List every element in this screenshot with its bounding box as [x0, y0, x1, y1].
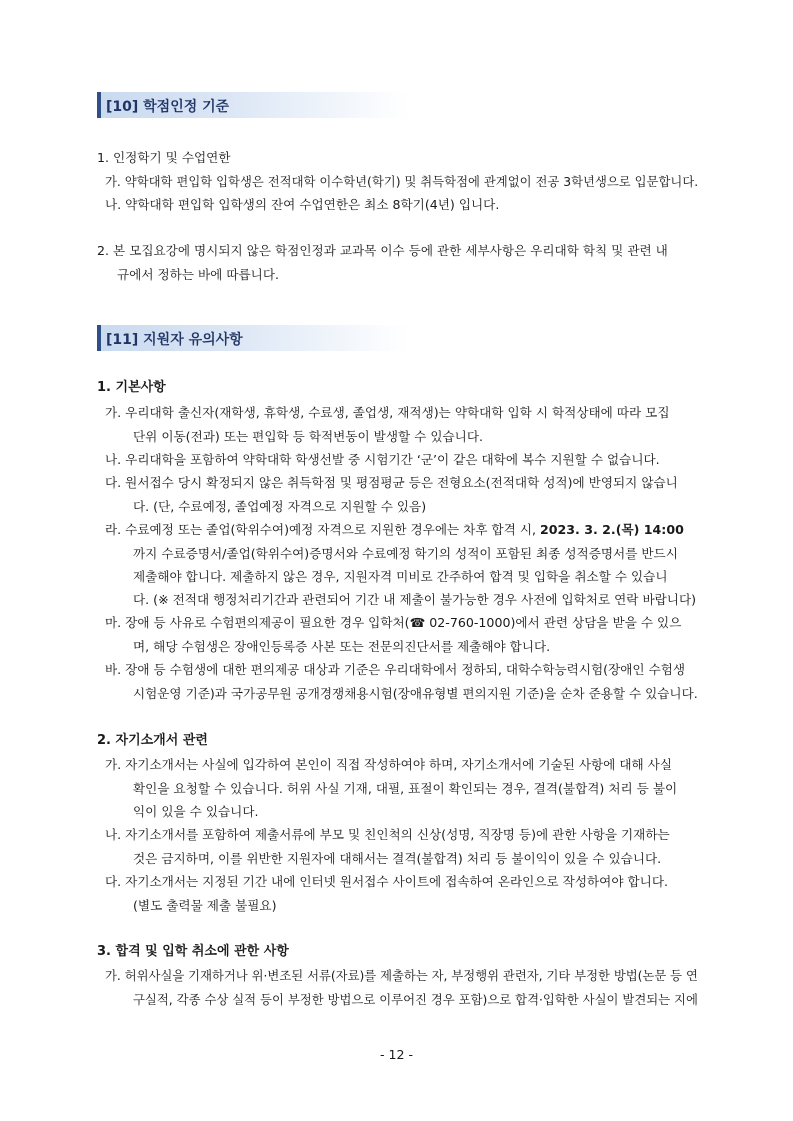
item-text: 가. 약학대학 편입학 입학생은 전적대학 이수학년(학기) 및 취득학점에 관계없이 전공 3학년생으로 입문합니다.: [105, 174, 699, 189]
subsection-heading: 3. 합격 및 입학 취소에 관한 사항: [97, 944, 289, 959]
item-text: 가. 우리대학 출신자(재학생, 휴학생, 수료생, 졸업생, 재적생)는 약학대학 입학 시 학적상태에 따라 모집: [105, 405, 670, 420]
item-text: 바. 장애 등 수험생에 대한 편의제공 대상과 기준은 우리대학에서 정하되, 대학수학능력시험(장애인 수험생: [105, 662, 686, 677]
item-text: 나. 자기소개서를 포함하여 제출서류에 부모 및 친인척의 신상(성명, 직장명 등)에 관한 사항을 기재하는: [105, 827, 670, 842]
section-header-11: [97, 325, 409, 351]
deadline-date: 2023. 3. 2.(목) 14:00: [540, 522, 684, 537]
subsection-heading: 2. 자기소개서 관련: [97, 733, 208, 748]
section-title: [11] 지원자 유의사항: [106, 332, 243, 348]
item-text: 단위 이동(전과) 또는 편입학 등 학적변동이 발생할 수 있습니다.: [133, 429, 483, 444]
section-header-10: [97, 92, 409, 118]
page-number: - 12 -: [379, 1047, 414, 1062]
item-text: 2. 본 모집요강에 명시되지 않은 학점인정과 교과목 이수 등에 관한 세부사항은 우리대학 학칙 및 관련 내: [97, 243, 668, 258]
item-text: 나. 약학대학 편입학 입학생의 잔여 수업연한은 최소 8학기(4년) 입니다.: [105, 197, 500, 212]
item-text: 가. 허위사실을 기재하거나 위·변조된 서류(자료)를 제출하는 자, 부정행위 관련자, 기타 부정한 방법(논문 등 연: [105, 968, 698, 983]
item-text: 시험운영 기준)과 국가공무원 공개경쟁채용시험(장애유형별 편의지원 기준)을 순차 준용할 수 있습니다.: [133, 686, 698, 701]
item-text: 다. (단, 수료예정, 졸업예정 자격으로 지원할 수 있음): [133, 499, 427, 514]
item-text: 확인을 요청할 수 있습니다. 허위 사실 기재, 대필, 표절이 확인되는 경우, 결격(불합격) 처리 등 불이: [133, 781, 678, 796]
item-text: 구실적, 각종 수상 실적 등이 부정한 방법으로 이루어진 경우 포함)으로 합격·입학한 사실이 발견되는 지에: [133, 992, 698, 1007]
item-text: 익이 있을 수 있습니다.: [133, 804, 259, 819]
item-heading: 1. 인정학기 및 수업연한: [97, 150, 231, 165]
item-text: 규에서 정하는 바에 따릅니다.: [117, 267, 279, 282]
item-text: 것은 금지하며, 이를 위반한 지원자에 대해서는 결격(불합격) 처리 등 불이익이 있을 수 있습니다.: [133, 851, 662, 866]
item-text: 다. 원서접수 당시 확정되지 않은 취득학점 및 평점평균 등은 전형요소(전적대학 성적)에 반영되지 않습니: [105, 475, 678, 490]
section-title: [10] 학점인정 기준: [106, 99, 230, 115]
item-text: 까지 수료증명서/졸업(학위수여)증명서와 수료예정 학기의 성적이 포함된 최종 성적증명서를 반드시: [133, 546, 678, 561]
item-text: 나. 우리대학을 포함하여 약학대학 학생선발 중 시험기간 ‘군’이 같은 대학에 복수 지원할 수 없습니다.: [105, 452, 660, 467]
item-text: 가. 자기소개서는 사실에 입각하여 본인이 직접 작성하여야 하며, 자기소개서에 기술된 사항에 대해 사실: [105, 757, 672, 772]
item-text: 다. (※ 전적대 행정처리기간과 관련되어 기간 내 제출이 불가능한 경우 사전에 입학처로 연락 바랍니다): [133, 592, 697, 607]
item-text: [105, 521, 684, 539]
item-text: 다. 자기소개서는 지정된 기간 내에 인터넷 원서접수 사이트에 접속하여 온라인으로 작성하여야 합니다.: [105, 874, 668, 889]
item-text: 며, 해당 수험생은 장애인등록증 사본 또는 전문의진단서를 제출해야 합니다.: [133, 639, 551, 654]
item-text: 마. 장애 등 사유로 수험편의제공이 필요한 경우 입학처(☎ 02-760-1000)에서 관련 상담을 받을 수 있으: [105, 615, 682, 630]
item-text-plain: 라. 수료예정 또는 졸업(학위수여)예정 자격으로 지원한 경우에는 차후 합격 시,: [105, 522, 540, 537]
subsection-heading: 1. 기본사항: [97, 380, 166, 395]
item-text: 제출해야 합니다. 제출하지 않은 경우, 지원자격 미비로 간주하여 합격 및 입학을 취소할 수 있습니: [133, 569, 668, 584]
item-text: (별도 출력물 제출 불필요): [133, 898, 277, 913]
